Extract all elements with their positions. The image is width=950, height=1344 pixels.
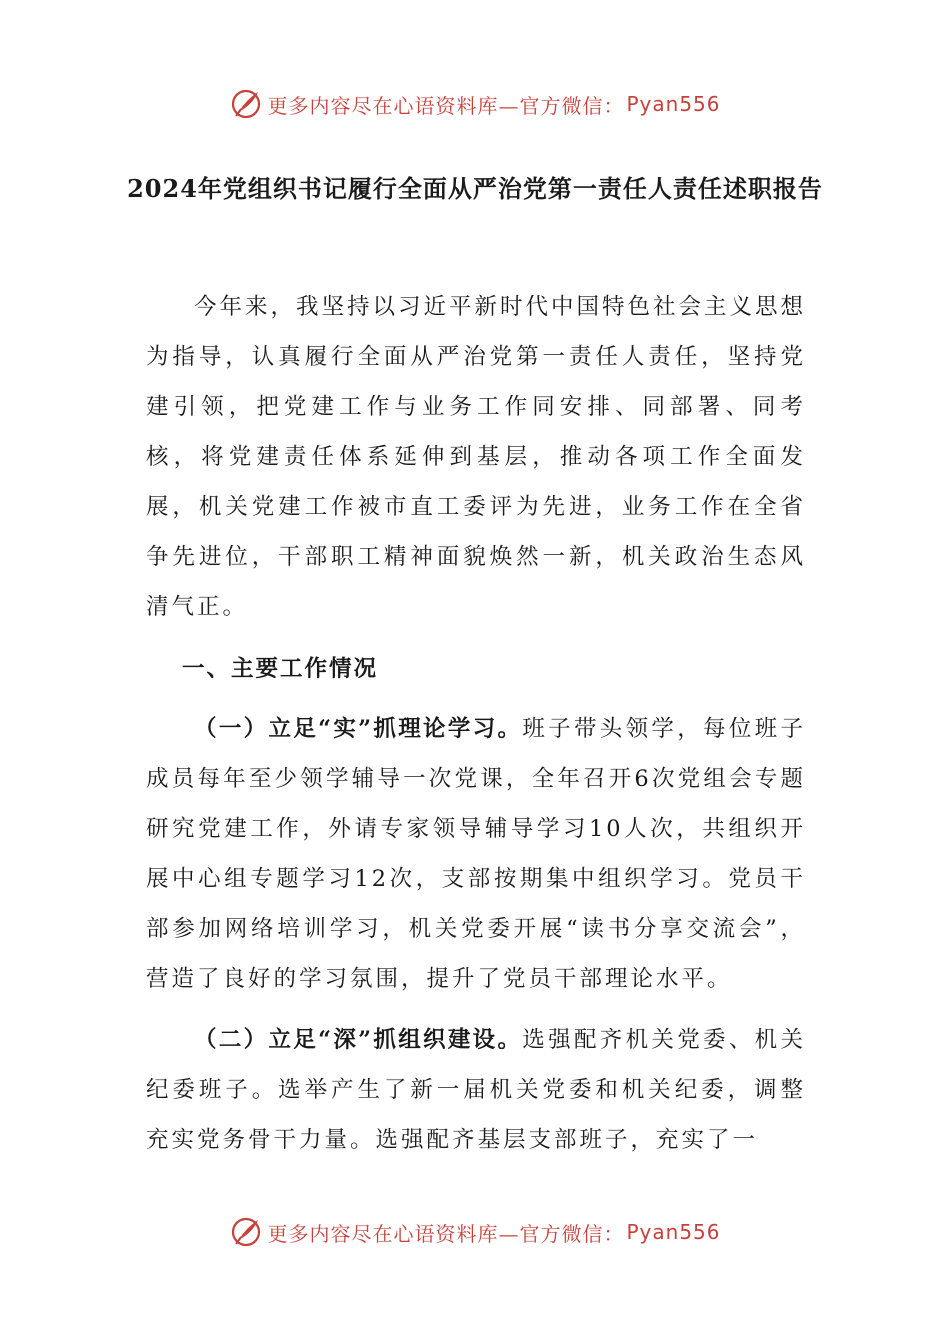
document-title: 2024年党组织书记履行全面从严治党第一责任人责任述职报告 xyxy=(127,174,823,203)
watermark-account: Pyan556 xyxy=(626,1220,721,1244)
item2-body: 选强配齐机关党委、机关纪委班子。选举产生了新一届机关党委和机关纪委，调整充实党务骨干力量。选强配齐基层支部班子，充实了一 xyxy=(146,1027,806,1153)
item1-paragraph xyxy=(146,704,806,1004)
quill-pen-icon xyxy=(229,1215,263,1249)
quill-pen-icon xyxy=(229,87,263,121)
intro-paragraph: 今年来，我坚持以习近平新时代中国特色社会主义思想为指导，认真履行全面从严治党第一责任人责任，坚持党建引领，把党建工作与业务工作同安排、同部署、同考核，将党建责任体系延伸到基层，推动各项工作全面发展，机关党建工作被市直工委评为先进，业务工作在全省争先进位，干部职工精神面貌焕然一新，机关政治生态风清气正。 xyxy=(146,294,807,620)
header-watermark xyxy=(0,84,950,124)
item1-body: 班子带头领学，每位班子成员每年至少领学辅导一次党课，全年召开6次党组会专题研究党建工作，外请专家领导辅导学习10人次，共组织开展中心组专题学习12次，支部按期集中组织学习。党员干部参加网络培训学习，机关党委开展“读书分享交流会”，营造了良好的学习氛围，提升了党员干部理论水平。 xyxy=(146,716,806,992)
footer-watermark xyxy=(0,1212,950,1252)
watermark-text: 更多内容尽在心语资料库—官方微信： xyxy=(267,1221,625,1246)
item1-lead: （一）立足“实”抓理论学习。 xyxy=(194,716,523,742)
watermark-account: Pyan556 xyxy=(626,92,721,116)
watermark-text: 更多内容尽在心语资料库—官方微信： xyxy=(267,93,625,118)
item2-paragraph xyxy=(146,1015,806,1165)
section-heading: 一、主要工作情况 xyxy=(182,656,379,682)
item2-lead: （二）立足“深”抓组织建设。 xyxy=(194,1027,523,1053)
